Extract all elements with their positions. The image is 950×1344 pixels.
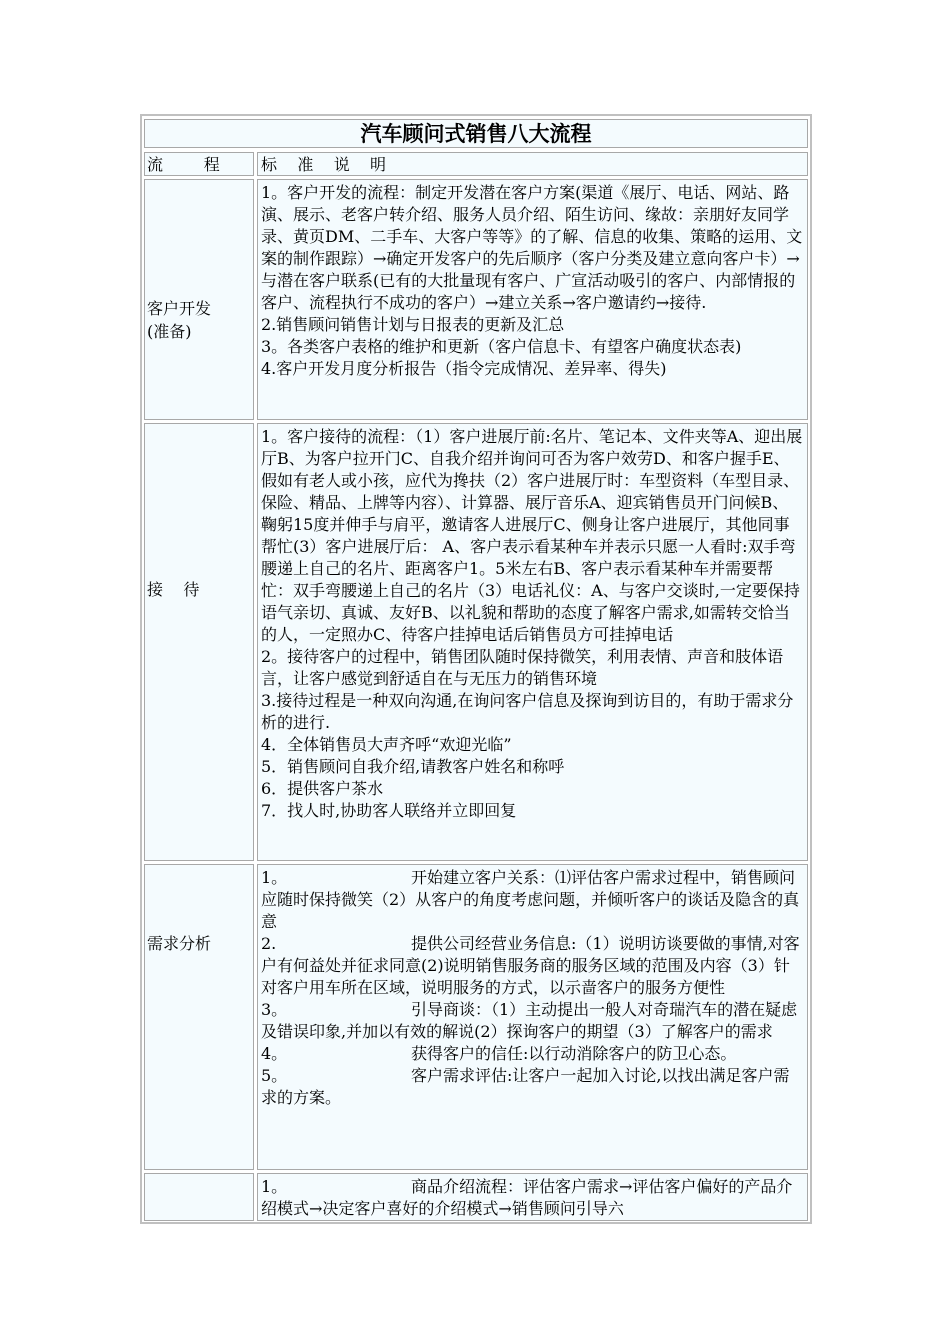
row-label-cell: [144, 179, 254, 420]
list-item: 3。各类客户表格的维护和更新（客户信息卡、有望客户确度状态表): [261, 337, 742, 356]
item-text: 引导商谈：（1）主动提出一般人对奇瑞汽车的潜在疑虑及错误印象,并加以有效的解说(2）探询客户的期望（3）了解客户的需求: [261, 1000, 798, 1041]
list-item: [261, 867, 804, 933]
item-text: 提供公司经营业务信息:（1）说明访谈要做的事情,对客户有何益处并征求同意(2)说明销售服务商的服务区域的范围及内容（3）针对客户用车所在区域，说明服务的方式，以示啬客户的服务方便性: [261, 934, 800, 997]
list-item: 1。客户开发的流程：制定开发潜在客户方案(渠道《展厅、电话、网站、路演、展示、老客户转介绍、服务人员介绍、陌生访问、缘故：亲朋好友同学录、黄页DM、二手车、大客户等等》的了解、信息的收集、策略的运用、文案的制作跟踪）→确定开发客户的先后顺序（客户分类及建立意向客户卡）→与潜在客户联系(已有的大批量现有客户、广宣活动吸引的客户、内部情报的客户、流程执行不成功的客户）→建立关系→客户邀请约→接待.: [261, 183, 803, 312]
item-number: 2.: [261, 934, 277, 953]
list-item: 4．全体销售员大声齐呼“欢迎光临”: [261, 735, 512, 754]
row-label-cell: [144, 1173, 254, 1221]
row-label: 客户开发: [147, 299, 212, 318]
item-text: 商品介绍流程：评估客户需求→评估客户偏好的产品介绍模式→决定客户喜好的介绍模式→销售顾问引导六: [261, 1177, 793, 1218]
item-number: 1。: [261, 1177, 288, 1196]
row-description-cell: [257, 1173, 808, 1221]
list-item: 4.客户开发月度分析报告（指令完成情况、差异率、得失): [261, 359, 667, 378]
list-item: [261, 1065, 804, 1109]
list-item: 7．找人时,协助客人联络并立即回复: [261, 801, 517, 820]
row-label-sub: (准备): [147, 322, 192, 341]
row-description-cell: [257, 423, 808, 861]
header-process: 流 程: [144, 152, 254, 176]
list-item: 5．销售顾问自我介绍,请教客户姓名和称呼: [261, 757, 565, 776]
row-description-cell: [257, 864, 808, 1170]
list-item: [261, 933, 804, 999]
item-number: 1。: [261, 868, 288, 887]
row-label-cell: [144, 864, 254, 1170]
list-item: 6．提供客户茶水: [261, 779, 384, 798]
item-text: 开始建立客户关系：⑴评估客户需求过程中，销售顾问应随时保持微笑（2）从客户的角度考虑问题，并倾听客户的谈话及隐含的真意: [261, 868, 800, 931]
list-item: [261, 1043, 804, 1065]
list-item: 2。接待客户的过程中，销售团队随时保持微笑，利用表情、声音和肢体语言，让客户感觉到舒适自在与无压力的销售环境: [261, 647, 784, 688]
row-description-cell: [257, 179, 808, 420]
list-item: 1。客户接待的流程：（1）客户进展厅前:名片、笔记本、文件夹等A、迎出展厅B、为客户拉开门C、自我介绍并询问可否为客户效劳D、和客户握手E、假如有老人或小孩，应代为搀扶（2）客户进展厅时：车型资料（车型目录、保险、精品、上牌等内容）、计算器、展厅音乐A、迎宾销售员开门问候B、鞠躬15度并伸手与肩平，邀请客人进展厅C、侧身让客户进展厅，其他同事帮忙(3）客户进展厅后： A、客户表示看某种车并表示只愿一人看时:双手弯腰递上自己的名片、距离客户1。5米左右B、客户表示看某种车并需要帮忙：双手弯腰递上自己的名片（3）电话礼仪：A、与客户交谈时,一定要保持语气亲切、真诚、友好B、以礼貌和帮助的态度了解客户需求,如需转交恰当的人，一定照办C、待客户挂掉电话后销售员方可挂掉电话: [261, 427, 803, 644]
item-number: 4。: [261, 1044, 288, 1063]
page-title: 汽车顾问式销售八大流程: [144, 119, 808, 148]
row-label: 需求分析: [147, 934, 212, 953]
row-label: 接 待: [147, 580, 200, 599]
header-description: 标 准 说 明: [257, 152, 808, 176]
list-item: [261, 999, 804, 1043]
item-number: 5。: [261, 1066, 288, 1085]
list-item: [261, 1176, 804, 1220]
list-item: 2.销售顾问销售计划与日报表的更新及汇总: [261, 315, 565, 334]
row-label-cell: [144, 423, 254, 861]
item-text: 客户需求评估:让客户一起加入讨论,以找出满足客户需求的方案。: [261, 1066, 790, 1107]
list-item: 3.接待过程是一种双向沟通,在询问客户信息及探询到访目的，有助于需求分析的进行.: [261, 691, 794, 732]
item-text: 获得客户的信任:以行动消除客户的防卫心态。: [411, 1044, 737, 1063]
item-number: 3。: [261, 1000, 288, 1019]
